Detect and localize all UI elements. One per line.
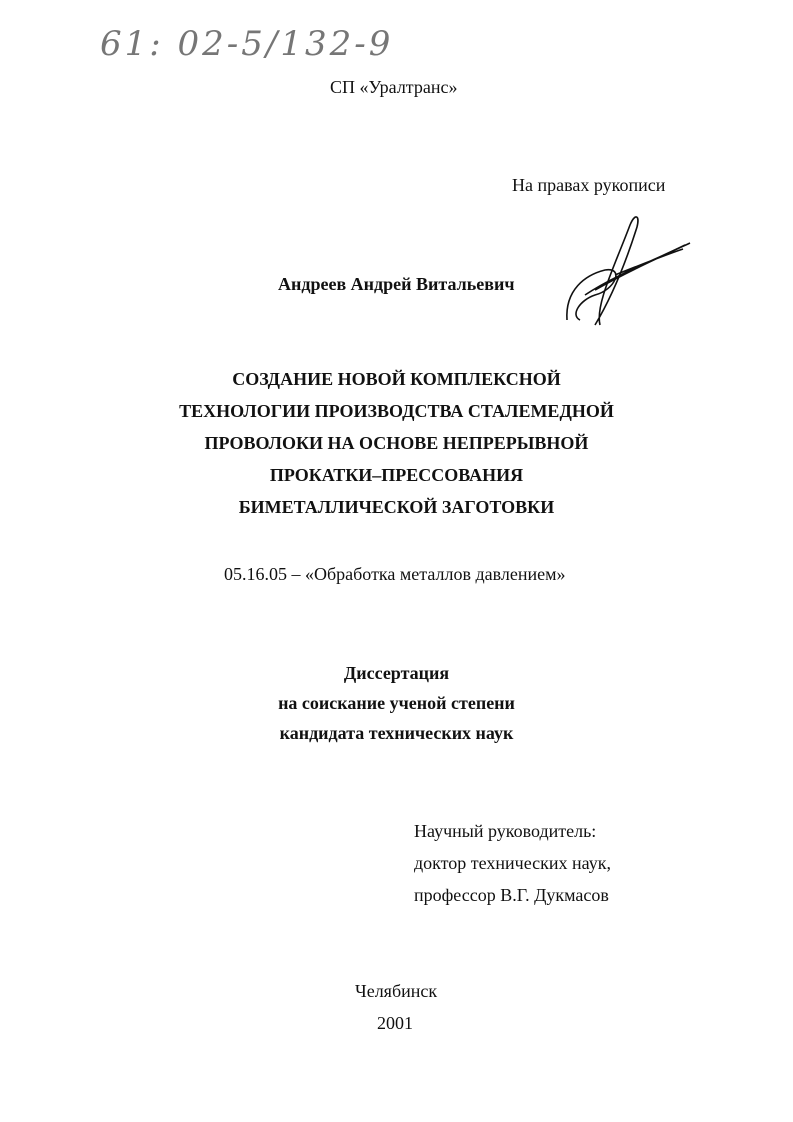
supervisor-line: Научный руководитель: (414, 821, 597, 841)
year: 2001 (377, 1013, 413, 1033)
supervisor-line: доктор технических наук, (414, 853, 611, 873)
handwritten-registry-number: 61: 02-5/132-9 (100, 24, 394, 64)
city: Челябинск (355, 981, 438, 1001)
title-line: ПРОКАТКИ–ПРЕССОВАНИЯ (269, 465, 524, 485)
specialty: 05.16.05 – «Обработка металлов давлением» (224, 564, 566, 584)
organization: СП «Уралтранс» (330, 77, 458, 97)
supervisor-line: профессор В.Г. Дукмасов (414, 885, 609, 905)
degree-line: кандидата технических наук (279, 723, 514, 743)
manuscript-rights-note: На правах рукописи (512, 175, 666, 195)
title-line: ТЕХНОЛОГИИ ПРОИЗВОДСТВА СТАЛЕМЕДНОЙ (179, 401, 614, 421)
author-name: Андреев Андрей Витальевич (278, 274, 515, 294)
degree-line: Диссертация (343, 663, 450, 683)
title-line: СОЗДАНИЕ НОВОЙ КОМПЛЕКСНОЙ (232, 369, 561, 389)
title-line: БИМЕТАЛЛИЧЕСКОЙ ЗАГОТОВКИ (238, 497, 555, 517)
degree-line: на соискание ученой степени (278, 693, 515, 713)
title-line: ПРОВОЛОКИ НА ОСНОВЕ НЕПРЕРЫВНОЙ (204, 433, 589, 453)
signature-icon (555, 205, 695, 335)
